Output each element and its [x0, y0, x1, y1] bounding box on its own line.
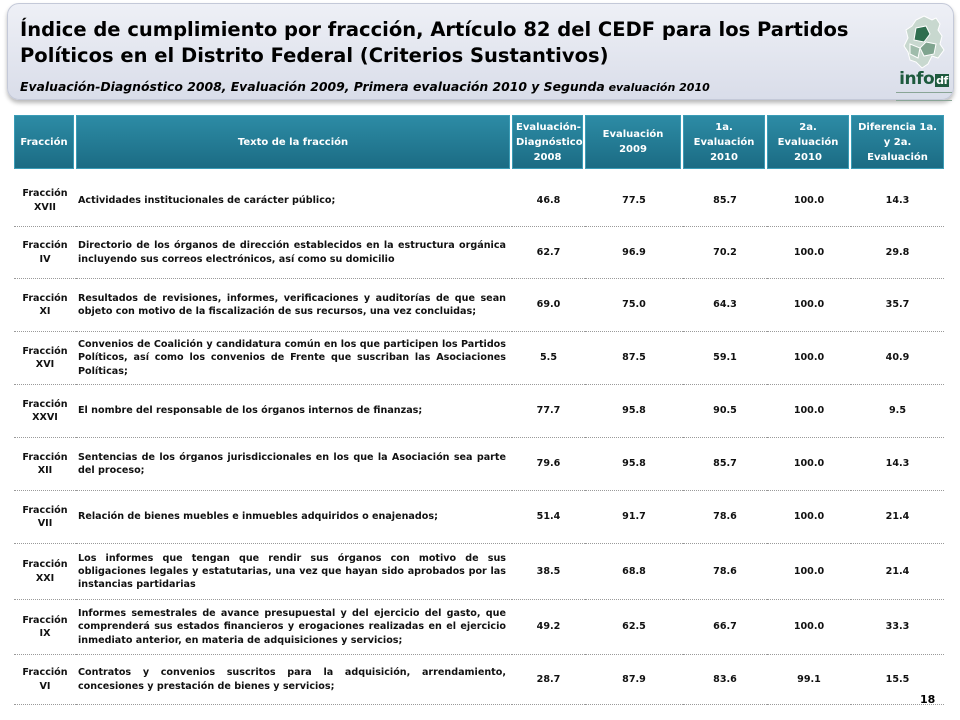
fraccion-cell: Fracción IX [14, 600, 76, 655]
table-row [14, 491, 944, 544]
eval-2008-cell: 38.5 [512, 544, 585, 600]
eval-1a-2010-cell: 59.1 [683, 332, 767, 385]
eval-2a-2010-cell: 100.0 [767, 600, 851, 655]
eval-1a-2010-cell: 85.7 [683, 175, 767, 227]
eval-2a-2010-cell: 100.0 [767, 175, 851, 227]
eval-2009-cell: 95.8 [585, 385, 683, 438]
diferencia-cell: 15.5 [851, 655, 944, 705]
texto-cell: Informes semestrales de avance presupuestal y del ejercicio del gasto, que comprenderá sus estados financieros y erogaciones realizadas en el ejercicio inmediato anterior, en materia de adquisiciones y servicios; [76, 600, 512, 655]
eval-2008-cell: 49.2 [512, 600, 585, 655]
eval-2a-2010-cell: 100.0 [767, 227, 851, 279]
header-2a-eval-2010: 2a. Evaluación 2010 [767, 115, 851, 169]
texto-cell: Convenios de Coalición y candidatura común en los que participen los Partidos Políticos, así como los convenios de Frente que suscriban las Asociaciones Políticas; [76, 332, 512, 385]
eval-2009-cell: 68.8 [585, 544, 683, 600]
logo-wordmark: info df [899, 69, 948, 89]
header-texto: Texto de la fracción [76, 115, 512, 169]
eval-1a-2010-cell: 78.6 [683, 544, 767, 600]
table-row [14, 332, 944, 385]
eval-2a-2010-cell: 100.0 [767, 544, 851, 600]
diferencia-cell: 21.4 [851, 491, 944, 544]
eval-2a-2010-cell: 100.0 [767, 491, 851, 544]
eval-2009-cell: 95.8 [585, 438, 683, 491]
eval-2008-cell: 46.8 [512, 175, 585, 227]
fraccion-cell: Fracción VII [14, 491, 76, 544]
infodf-logo [894, 14, 954, 102]
texto-cell: Directorio de los órganos de dirección establecidos en la estructura orgánica incluyendo sus correos electrónicos, así como su domicilio [76, 227, 512, 279]
header-1a-eval-2010: 1a. Evaluación 2010 [683, 115, 767, 169]
table-row [14, 655, 944, 705]
diferencia-cell: 33.3 [851, 600, 944, 655]
header-eval-2008: Evaluación-Diagnóstico 2008 [512, 115, 585, 169]
title-banner [7, 3, 954, 100]
eval-2a-2010-cell: 100.0 [767, 332, 851, 385]
diferencia-cell: 21.4 [851, 544, 944, 600]
eval-2009-cell: 77.5 [585, 175, 683, 227]
eval-2008-cell: 62.7 [512, 227, 585, 279]
diferencia-cell: 9.5 [851, 385, 944, 438]
texto-cell: Los informes que tengan que rendir sus órganos con motivo de sus obligaciones legales y estatutarias, una vez que hayan sido aprobados por las instancias partidarias [76, 544, 512, 600]
eval-2008-cell: 69.0 [512, 279, 585, 332]
texto-cell: Sentencias de los órganos jurisdiccionales en los que la Asociación sea parte del proceso; [76, 438, 512, 491]
header-diferencia: Diferencia 1a. y 2a. Evaluación [851, 115, 944, 169]
eval-2009-cell: 96.9 [585, 227, 683, 279]
page-title: Índice de cumplimiento por fracción, Artículo 82 del CEDF para los Partidos Políticos en el Distrito Federal (Criterios Sustantivos) [20, 18, 849, 67]
fraccion-cell: Fracción VI [14, 655, 76, 705]
logo-fine-print [896, 92, 952, 101]
diferencia-cell: 35.7 [851, 279, 944, 332]
eval-2008-cell: 5.5 [512, 332, 585, 385]
table-row [14, 385, 944, 438]
eval-2a-2010-cell: 100.0 [767, 279, 851, 332]
mexico-city-map-icon [902, 14, 946, 70]
compliance-table [14, 115, 944, 705]
texto-cell: Resultados de revisiones, informes, verificaciones y auditorías de que sean objeto con motivo de la fiscalización de sus recursos, una vez concluidas; [76, 279, 512, 332]
table-header-row [14, 115, 944, 169]
eval-2008-cell: 51.4 [512, 491, 585, 544]
fraccion-cell: Fracción XI [14, 279, 76, 332]
eval-1a-2010-cell: 66.7 [683, 600, 767, 655]
diferencia-cell: 29.8 [851, 227, 944, 279]
eval-2008-cell: 77.7 [512, 385, 585, 438]
eval-2a-2010-cell: 100.0 [767, 438, 851, 491]
page-subtitle [20, 79, 890, 94]
eval-1a-2010-cell: 64.3 [683, 279, 767, 332]
eval-1a-2010-cell: 90.5 [683, 385, 767, 438]
fraccion-cell: Fracción IV [14, 227, 76, 279]
eval-2a-2010-cell: 99.1 [767, 655, 851, 705]
header-eval-2009: Evaluación 2009 [585, 115, 683, 169]
eval-2009-cell: 75.0 [585, 279, 683, 332]
fraccion-cell: Fracción XXVI [14, 385, 76, 438]
eval-1a-2010-cell: 85.7 [683, 438, 767, 491]
eval-2009-cell: 87.9 [585, 655, 683, 705]
table-row [14, 175, 944, 227]
table-row [14, 544, 944, 600]
fraccion-cell: Fracción XII [14, 438, 76, 491]
eval-2009-cell: 87.5 [585, 332, 683, 385]
diferencia-cell: 40.9 [851, 332, 944, 385]
diferencia-cell: 14.3 [851, 175, 944, 227]
diferencia-cell: 14.3 [851, 438, 944, 491]
table-row [14, 438, 944, 491]
fraccion-cell: Fracción XXI [14, 544, 76, 600]
subtitle-main: Evaluación-Diagnóstico 2008, Evaluación 2009, Primera evaluación 2010 y Segunda [20, 79, 605, 94]
table-row [14, 600, 944, 655]
eval-2008-cell: 28.7 [512, 655, 585, 705]
eval-2a-2010-cell: 100.0 [767, 385, 851, 438]
eval-2008-cell: 79.6 [512, 438, 585, 491]
texto-cell: Contratos y convenios suscritos para la adquisición, arrendamiento, concesiones y prestación de bienes y servicios; [76, 655, 512, 705]
header-fraccion: Fracción [14, 115, 76, 169]
fraccion-cell: Fracción XVII [14, 175, 76, 227]
eval-2009-cell: 62.5 [585, 600, 683, 655]
texto-cell: Actividades institucionales de carácter público; [76, 175, 512, 227]
eval-1a-2010-cell: 83.6 [683, 655, 767, 705]
table-row [14, 227, 944, 279]
fraccion-cell: Fracción XVI [14, 332, 76, 385]
page-number: 18 [920, 693, 936, 706]
eval-2009-cell: 91.7 [585, 491, 683, 544]
eval-1a-2010-cell: 70.2 [683, 227, 767, 279]
texto-cell: El nombre del responsable de los órganos internos de finanzas; [76, 385, 512, 438]
subtitle-tail: evaluación 2010 [604, 81, 710, 94]
texto-cell: Relación de bienes muebles e inmuebles adquiridos o enajenados; [76, 491, 512, 544]
eval-1a-2010-cell: 78.6 [683, 491, 767, 544]
table-row [14, 279, 944, 332]
